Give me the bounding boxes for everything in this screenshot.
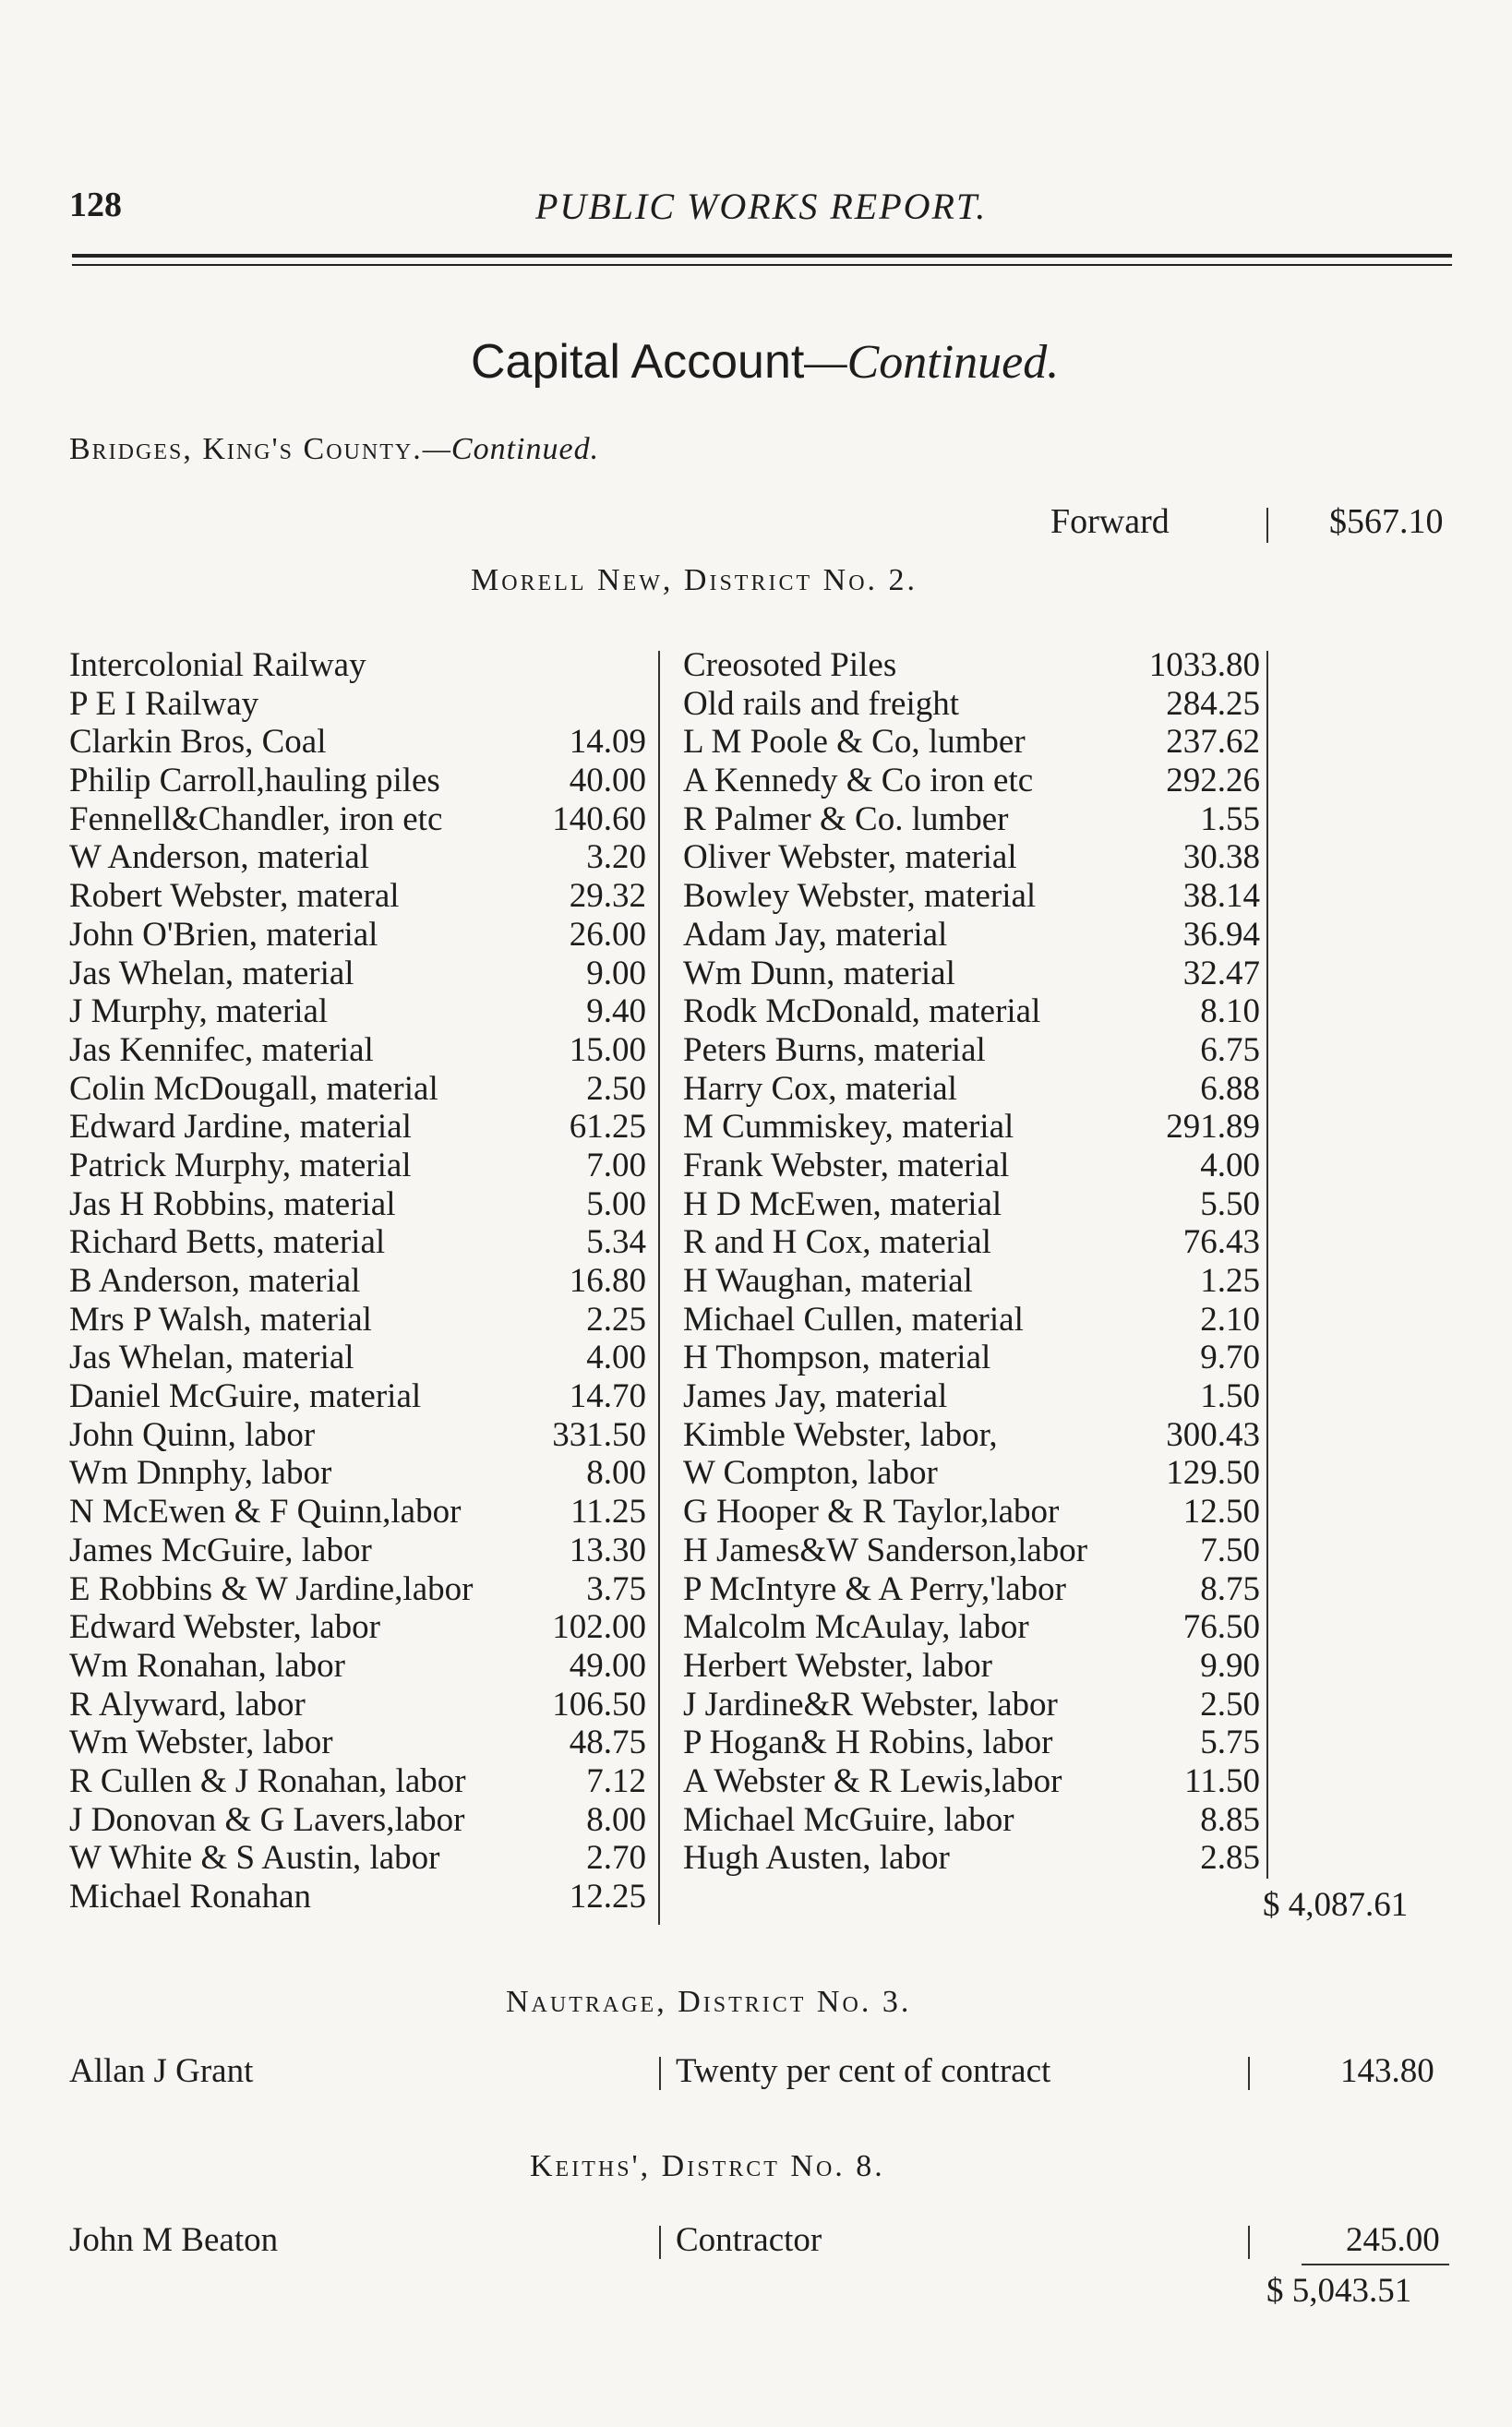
ledger-row [69,1031,646,1070]
district-heading-morell: Morell New, District No. 2. [471,563,918,597]
ledger-row-amount: 2.10 [1200,1300,1260,1339]
ledger-row [683,1532,1260,1570]
ledger-row-amount: 9.70 [1200,1339,1260,1377]
ledger-row-amount: 5.50 [1200,1184,1260,1223]
ledger-row-amount: 32.47 [1182,954,1260,992]
subsection-title-text: Bridges, King's County. [69,432,423,466]
ledger-row [69,1416,646,1455]
ledger-row [69,838,646,877]
nautrage-amount: 143.80 [1340,2052,1434,2090]
ledger-row [69,1185,646,1224]
ledger-row [69,1377,646,1416]
ledger-row-name: Robert Webster, materal [69,877,400,916]
ledger-row [683,1762,1260,1801]
ledger-row-amount: 7.12 [586,1761,646,1800]
ledger-row [683,1570,1260,1609]
ledger-row-name: Hugh Austen, labor [683,1839,950,1878]
ledger-row-name: Edward Webster, labor [69,1608,380,1647]
nautrage-name: Allan J Grant [69,2052,254,2090]
ledger-row [683,838,1260,877]
ledger-row [69,1070,646,1109]
ledger-row-name: H Thompson, material [683,1339,991,1377]
ledger-row-name: James Jay, material [683,1377,948,1416]
ledger-row-name: Wm Dunn, material [683,954,955,992]
ledger-row [683,1108,1260,1147]
ledger-row-name: Patrick Murphy, material [69,1146,412,1184]
ledger-row-name: E Robbins & W Jardine,labor [69,1569,474,1608]
ledger-row-name: Malcolm McAulay, labor [683,1608,1029,1647]
ledger-row-amount: 2.25 [586,1300,646,1339]
ledger-row [683,1608,1260,1647]
ledger-row-name: H Waughan, material [683,1262,973,1300]
ledger-row-name: Wm Ronahan, labor [69,1646,345,1685]
ledger-row-amount: 8.10 [1200,992,1260,1031]
ledger-row-amount: 76.50 [1182,1608,1260,1647]
ledger-row [683,1301,1260,1340]
ledger-row-amount: 106.50 [552,1685,646,1724]
ledger-row [69,723,646,762]
ledger-row [683,1147,1260,1185]
ledger-row [683,955,1260,993]
ledger-row [69,1454,646,1493]
ledger-row [69,646,646,685]
ledger-row [69,1839,646,1878]
grand-total: $ 5,043.51 [1266,2272,1412,2310]
ledger-row [69,877,646,916]
ledger-row-name: Mrs P Walsh, material [69,1300,372,1339]
ledger-row-amount: 292.26 [1166,762,1260,800]
ledger-row [69,1301,646,1340]
ledger-row-amount: 29.32 [569,877,646,916]
nautrage-description: Twenty per cent of contract [676,2052,1051,2090]
ledger-row-amount: 2.50 [586,1069,646,1108]
subsection-continued: —Continued. [422,432,600,466]
ledger-row-amount: 140.60 [552,799,646,838]
ledger-row [69,800,646,839]
ledger-row-name: M Cummiskey, material [683,1108,1014,1147]
ledger-row-name: Daniel McGuire, material [69,1377,422,1416]
ledger-row [683,646,1260,685]
ledger-row-name: John O'Brien, material [69,915,378,954]
ledger-row [683,723,1260,762]
ledger-row [69,1647,646,1686]
district-heading-keiths: Keiths', Distrct No. 8. [530,2149,885,2183]
ledger-row-amount: 3.20 [586,838,646,877]
ledger-row-amount: 6.88 [1200,1069,1260,1108]
ledger-row-name: James McGuire, labor [69,1531,372,1569]
column-rule [659,2226,661,2259]
ledger-row-amount: 3.75 [586,1569,646,1608]
ledger-row-amount: 40.00 [569,762,646,800]
ledger-row-name: Wm Dnnphy, labor [69,1454,332,1493]
ledger-row [683,1724,1260,1762]
ledger-row-amount: 5.75 [1200,1724,1260,1762]
ledger-row-amount: 1.25 [1200,1262,1260,1300]
forward-amount: $567.10 [1329,502,1444,541]
ledger-row [683,1262,1260,1301]
ledger-row [69,1262,646,1301]
ledger-row-name: John Quinn, labor [69,1415,316,1454]
ledger-row [683,1070,1260,1109]
ledger-row-name: Adam Jay, material [683,915,948,954]
ledger-row [69,1493,646,1532]
ledger-row-name: Michael Ronahan [69,1878,311,1916]
column-rule [1266,508,1268,543]
ledger-row-name: Philip Carroll,hauling piles [69,762,440,800]
ledger-row-amount: 237.62 [1166,723,1260,762]
ledger-row-name: R Palmer & Co. lumber [683,799,1009,838]
ledger-row-amount: 76.43 [1182,1223,1260,1262]
ledger-row-amount: 7.00 [586,1146,646,1184]
ledger-row-amount: 331.50 [552,1415,646,1454]
ledger-row-name: W Anderson, material [69,838,370,877]
ledger-row-name: Kimble Webster, labor, [683,1415,998,1454]
ledger-row-name: Edward Jardine, material [69,1108,412,1147]
ledger-row [69,1878,646,1916]
ledger-row [69,762,646,800]
ledger-row-name: Oliver Webster, material [683,838,1017,877]
ledger-row-amount: 4.00 [1200,1146,1260,1184]
ledger-row [683,1686,1260,1724]
ledger-row-amount: 15.00 [569,1030,646,1069]
ledger-row-name: Michael Cullen, material [683,1300,1024,1339]
ledger-row [683,1416,1260,1455]
ledger-row-amount: 8.00 [586,1454,646,1493]
morell-left-column [69,646,646,1916]
keiths-description: Contractor [676,2221,822,2259]
ledger-row-amount: 11.50 [1184,1761,1260,1800]
ledger-row-amount: 12.25 [569,1878,646,1916]
ledger-row-amount: 61.25 [569,1108,646,1147]
header-rule-thick [72,254,1452,258]
ledger-row-name: B Anderson, material [69,1262,361,1300]
column-rule [1248,2226,1250,2259]
ledger-row-amount: 2.50 [1200,1685,1260,1724]
ledger-row [683,1801,1260,1840]
column-rule [658,651,660,1925]
keiths-amount: 245.00 [1346,2221,1440,2259]
ledger-row-amount: 8.00 [586,1800,646,1839]
ledger-row-amount: 102.00 [552,1608,646,1647]
ledger-row [683,762,1260,800]
ledger-row-name: Colin McDougall, material [69,1069,438,1108]
ledger-row-amount: 5.00 [586,1184,646,1223]
ledger-row [69,1801,646,1840]
ledger-row-amount: 8.75 [1200,1569,1260,1608]
ledger-row-amount: 9.00 [586,954,646,992]
column-rule [1248,2057,1250,2090]
ledger-row-name: Jas H Robbins, material [69,1184,396,1223]
ledger-row-name: J Donovan & G Lavers,labor [69,1800,465,1839]
ledger-row-name: Richard Betts, material [69,1223,386,1262]
ledger-row-amount: 1033.80 [1148,646,1260,684]
ledger-row-name: R Alyward, labor [69,1685,306,1724]
ledger-row-amount: 38.14 [1182,877,1260,916]
ledger-row [69,1223,646,1262]
ledger-row-amount: 12.50 [1182,1493,1260,1532]
ledger-row-name: N McEwen & F Quinn,labor [69,1493,462,1532]
ledger-row [683,916,1260,955]
ledger-row-name: Creosoted Piles [683,646,897,684]
ledger-row-name: P Hogan& H Robins, labor [683,1724,1053,1762]
ledger-row-name: Rodk McDonald, material [683,992,1041,1031]
ledger-row-amount: 7.50 [1200,1531,1260,1569]
ledger-row-name: Clarkin Bros, Coal [69,723,327,762]
ledger-row-name: Bowley Webster, material [683,877,1037,916]
ledger-row [69,1532,646,1570]
ledger-row-amount: 49.00 [569,1646,646,1685]
ledger-row-amount: 1.50 [1200,1377,1260,1416]
ledger-row-name: J Jardine&R Webster, labor [683,1685,1058,1724]
section-title [471,334,1059,390]
ledger-row-name: Peters Burns, material [683,1030,986,1069]
ledger-row-amount: 14.09 [569,723,646,762]
ledger-row [69,955,646,993]
ledger-row-amount: 5.34 [586,1223,646,1262]
column-rule [1266,651,1268,1879]
ledger-row [683,800,1260,839]
ledger-row [683,877,1260,916]
ledger-row [683,1454,1260,1493]
header-rule-thin [72,264,1452,266]
ledger-row-amount: 48.75 [569,1724,646,1762]
ledger-row [69,685,646,724]
ledger-row-amount: 11.25 [570,1493,646,1532]
ledger-row [683,1185,1260,1224]
column-rule [659,2057,661,2090]
ledger-row-amount: 13.30 [569,1531,646,1569]
ledger-row-name: H James&W Sanderson,labor [683,1531,1088,1569]
ledger-row-name: P McIntyre & A Perry,'labor [683,1569,1066,1608]
ledger-row [683,1647,1260,1686]
district-heading-nautrage: Nautrage, District No. 3. [506,1985,912,2019]
ledger-row [69,1108,646,1147]
ledger-row-name: Jas Kennifec, material [69,1030,374,1069]
ledger-row-name: G Hooper & R Taylor,labor [683,1493,1060,1532]
ledger-row [69,1339,646,1377]
ledger-row-amount: 2.70 [586,1839,646,1878]
ledger-row-name: H D McEwen, material [683,1184,1002,1223]
ledger-row-name: Harry Cox, material [683,1069,957,1108]
keiths-name: John M Beaton [69,2221,279,2259]
ledger-row-name: R and H Cox, material [683,1223,991,1262]
ledger-row-amount: 36.94 [1182,915,1260,954]
ledger-row-name: Jas Whelan, material [69,954,354,992]
ledger-row-amount: 30.38 [1182,838,1260,877]
ledger-row [69,1570,646,1609]
ledger-row-name: W White & S Austin, labor [69,1839,440,1878]
ledger-row-name: Old rails and freight [683,684,959,723]
ledger-row [683,1377,1260,1416]
ledger-row-name: A Webster & R Lewis,labor [683,1761,1062,1800]
ledger-row [683,1031,1260,1070]
ledger-row-amount: 1.55 [1200,799,1260,838]
ledger-row [683,992,1260,1031]
forward-label: Forward [1050,502,1170,541]
ledger-row-amount: 9.90 [1200,1646,1260,1685]
ledger-row [683,685,1260,724]
ledger-row-name: Herbert Webster, labor [683,1646,992,1685]
ledger-row-amount: 291.89 [1166,1108,1260,1147]
ledger-row-amount: 26.00 [569,915,646,954]
ledger-row [683,1493,1260,1532]
ledger-row [69,1147,646,1185]
ledger-row-name: P E I Railway [69,684,259,723]
ledger-row-amount: 284.25 [1166,684,1260,723]
ledger-row-name: Michael McGuire, labor [683,1800,1014,1839]
ledger-row-amount: 14.70 [569,1377,646,1416]
ledger-row-name: Fennell&Chandler, iron etc [69,799,443,838]
ledger-row-name: L M Poole & Co, lumber [683,723,1026,762]
ledger-row-amount: 8.85 [1200,1800,1260,1839]
ledger-row [683,1339,1260,1377]
section-title-text: Capital Account [471,335,805,389]
ledger-row-name: R Cullen & J Ronahan, labor [69,1761,466,1800]
ledger-row-amount: 300.43 [1166,1415,1260,1454]
ledger-row-name: Intercolonial Railway [69,646,366,684]
ledger-row [69,992,646,1031]
ledger-row [683,1839,1260,1878]
ledger-row [69,1762,646,1801]
total-underline [1302,2264,1449,2265]
morell-subtotal: $ 4,087.61 [1263,1886,1409,1924]
ledger-row-amount: 2.85 [1200,1839,1260,1878]
ledger-row [69,1724,646,1762]
ledger-row-name: Wm Webster, labor [69,1724,333,1762]
ledger-row-name: A Kennedy & Co iron etc [683,762,1034,800]
ledger-row-name: W Compton, labor [683,1454,938,1493]
ledger-row-amount: 4.00 [586,1339,646,1377]
ledger-row [69,1686,646,1724]
ledger-row-name: J Murphy, material [69,992,329,1031]
ledger-row-name: Frank Webster, material [683,1146,1010,1184]
ledger-row-amount: 16.80 [569,1262,646,1300]
section-title-continued: —Continued. [804,336,1060,389]
ledger-row [69,916,646,955]
ledger-row-name: Jas Whelan, material [69,1339,354,1377]
page-number: 128 [69,186,122,224]
ledger-row [69,1608,646,1647]
morell-right-column [683,646,1260,1878]
ledger-row-amount: 129.50 [1166,1454,1260,1493]
ledger-row-amount: 9.40 [586,992,646,1031]
subsection-title [69,432,599,467]
ledger-row [683,1223,1260,1262]
ledger-row-amount: 6.75 [1200,1030,1260,1069]
page-heading: PUBLIC WORKS REPORT. [535,186,988,227]
